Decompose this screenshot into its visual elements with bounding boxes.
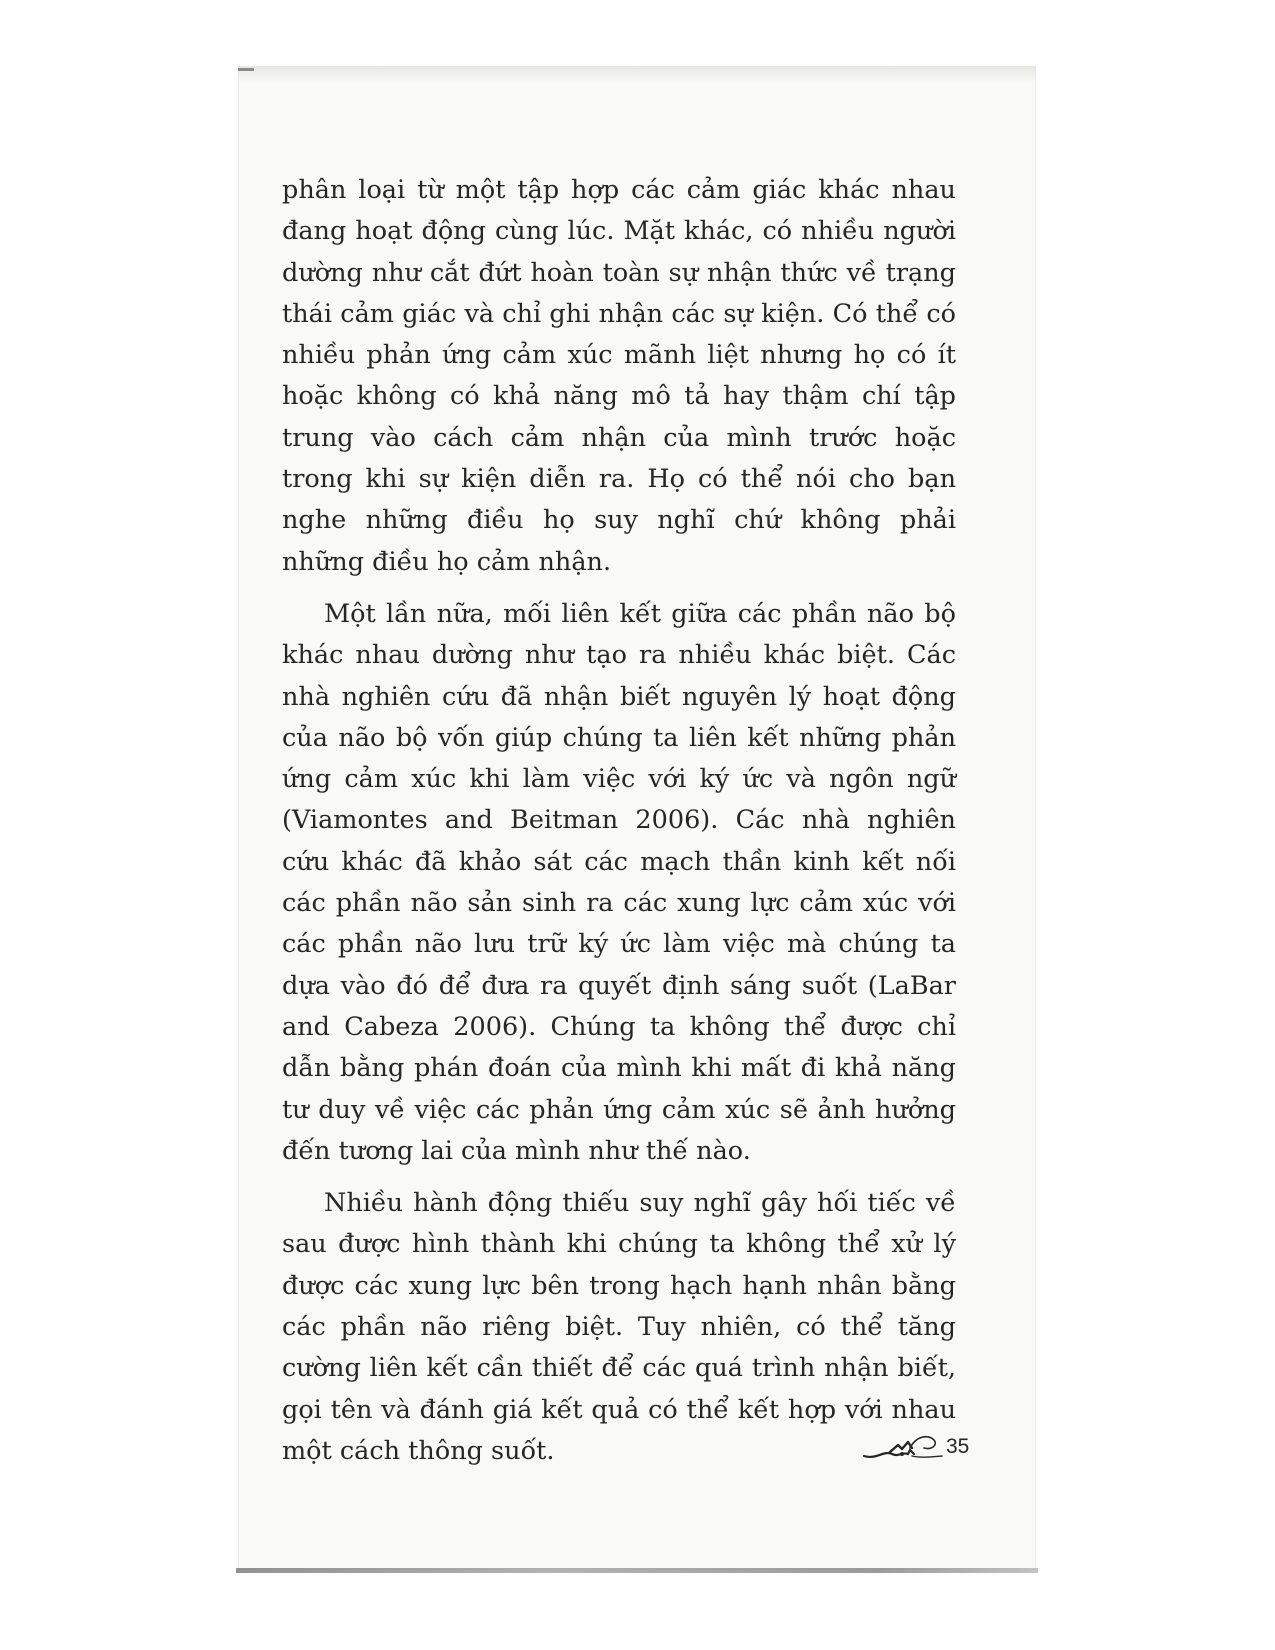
body-text (282, 170, 956, 1472)
decorative-flourish-icon (862, 1430, 944, 1464)
page-number: 35 (946, 1435, 970, 1458)
paragraph-3: Nhiều hành động thiếu suy nghĩ gây hối tiếc về sau được hình thành khi chúng ta không thể xử lý được các xung lực bên trong hạch hạnh nhân bằng các phần não riêng biệt. Tuy nhiên, có thể tăng cường liên kết cần thiết để các quá trình nhận biết, gọi tên và đánh giá kết quả có thể kết hợp với nhau một cách thông suốt. (282, 1188, 956, 1466)
paragraph-1: phân loại từ một tập hợp các cảm giác khác nhau đang hoạt động cùng lúc. Mặt khác, có nhiều người dường như cắt đứt hoàn toàn sự nhận thức về trạng thái cảm giác và chỉ ghi nhận các sự kiện. Có thể có nhiều phản ứng cảm xúc mãnh liệt nhưng họ có ít hoặc không có khả năng mô tả hay thậm chí tập trung vào cách cảm nhận của mình trước hoặc trong khi sự kiện diễn ra. Họ có thể nói cho bạn nghe những điều họ suy nghĩ chứ không phải những điều họ cảm nhận. (282, 175, 956, 577)
page-footer (862, 1430, 969, 1464)
paragraph-2: Một lần nữa, mối liên kết giữa các phần não bộ khác nhau dường như tạo ra nhiều khác biệt. Các nhà nghiên cứu đã nhận biết nguyên lý hoạt động của não bộ vốn giúp chúng ta liên kết những phản ứng cảm xúc khi làm việc với ký ức và ngôn ngữ (Viamontes and Beitman 2006). Các nhà nghiên cứu khác đã khảo sát các mạch thần kinh kết nối các phần não sản sinh ra các xung lực cảm xúc với các phần não lưu trữ ký ức làm việc mà chúng ta dựa vào đó để đưa ra quyết định sáng suốt (LaBar and Cabeza 2006). Chúng ta không thể được chỉ dẫn bằng phán đoán của mình khi mất đi khả năng tư duy về việc các phản ứng cảm xúc sẽ ảnh hưởng đến tương lai của mình như thế nào. (282, 598, 956, 1166)
page-corner-mark (238, 68, 254, 71)
page-top-shadow (238, 66, 1036, 82)
page-bottom-edge (236, 1568, 1038, 1573)
